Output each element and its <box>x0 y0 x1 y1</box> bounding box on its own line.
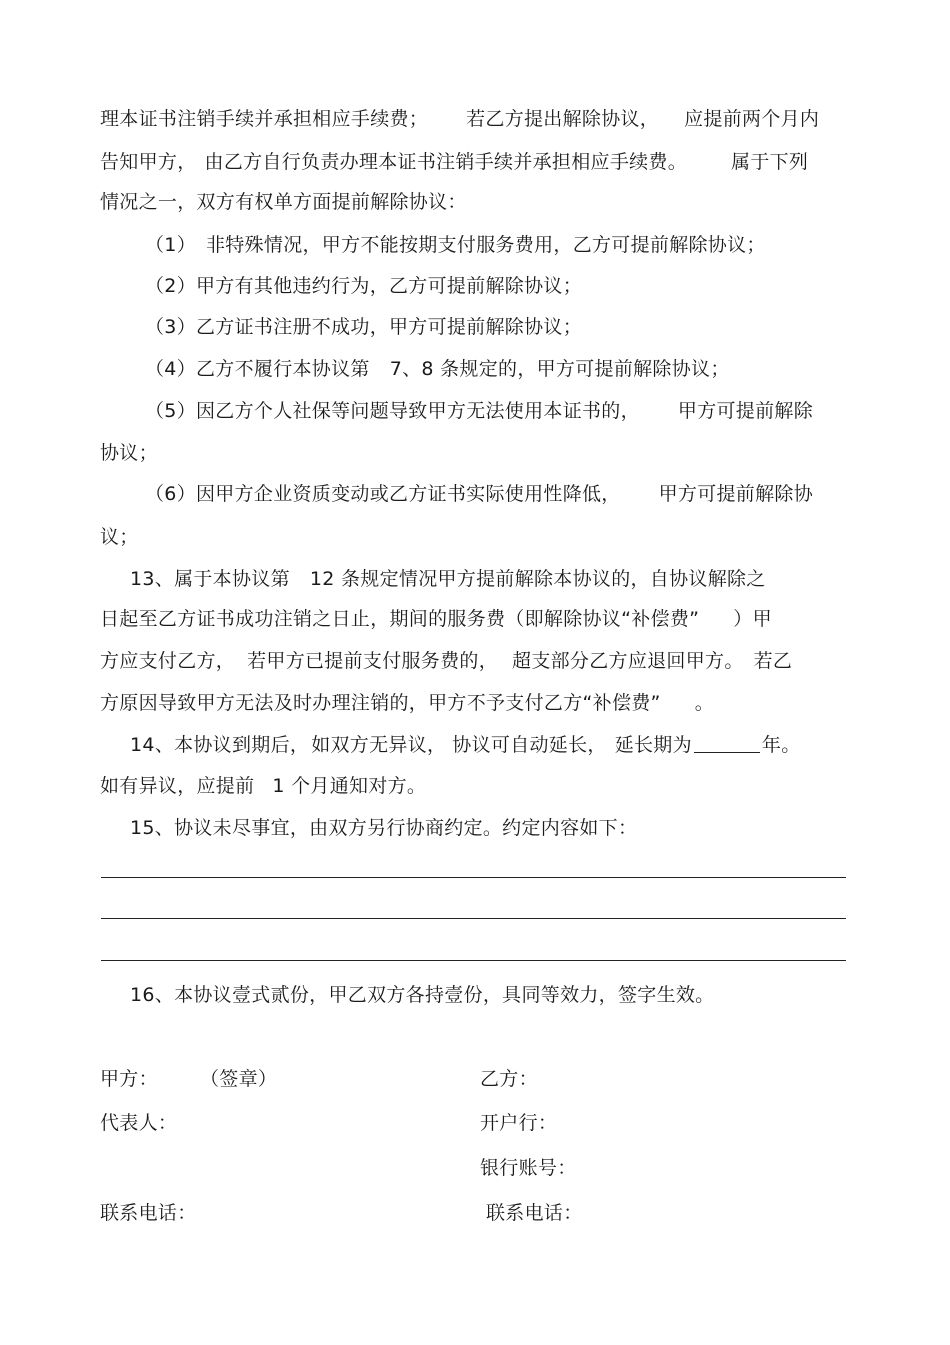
text-segment: 年。 <box>761 734 801 756</box>
item-1 <box>145 232 766 258</box>
text-segment: 13、属于本协议第 <box>130 568 290 590</box>
text-segment: 理本证书注销手续并承担相应手续费； <box>100 108 429 130</box>
text-segment: 14、本协议到期后， <box>130 734 310 756</box>
text-segment: 。 <box>694 692 715 714</box>
text-segment: 若甲方已提前支付服务费的， <box>247 650 499 672</box>
item-4 <box>145 356 730 382</box>
text-segment: 如双方无异议， <box>311 734 447 756</box>
text-segment: 非特殊情况，甲方不能按期支付服务费用，乙方可提前解除协议； <box>206 234 766 256</box>
text-segment: 甲方可提前解除 <box>677 400 813 422</box>
text-segment: 协议可自动延长， <box>452 734 607 756</box>
party-a-label: 甲方： <box>100 1068 158 1090</box>
item-5 <box>145 398 813 424</box>
party-b-label: 乙方： <box>480 1068 538 1090</box>
item-3: （3）乙方证书注册不成功，甲方可提前解除协议； <box>145 316 582 338</box>
para12-line1 <box>100 106 819 132</box>
text-segment: （4）乙方不履行本协议第 <box>145 358 370 380</box>
clause13-line4 <box>100 690 714 716</box>
text-segment: ）甲 <box>733 608 772 630</box>
representative-label: 代表人： <box>100 1112 178 1134</box>
text-segment: 方应支付乙方， <box>100 650 236 672</box>
item-5-cont: 协议； <box>100 442 158 464</box>
clause14-line1 <box>130 732 801 758</box>
text-segment: 如有异议，应提前 <box>100 775 255 797</box>
text-segment: 告知甲方， <box>100 151 197 173</box>
account-label: 银行账号： <box>480 1157 577 1179</box>
clause13-line3 <box>100 648 792 674</box>
text-segment: 由乙方自行负责办理本证书注销手续并承担相应手续费。 <box>204 151 688 173</box>
clause13-line2 <box>100 606 772 632</box>
extension-years-blank[interactable] <box>694 732 760 753</box>
clause15: 15、协议未尽事宜，由双方另行协商约定。约定内容如下： <box>130 817 638 839</box>
text-segment: 超支部分乙方应退回甲方。 <box>512 650 744 672</box>
blank-line-3[interactable] <box>101 960 846 961</box>
text-segment: （5）因乙方个人社保等问题导致甲方无法使用本证书的， <box>145 400 640 422</box>
item-6 <box>145 481 813 507</box>
text-segment: 应提前两个月内 <box>684 108 820 130</box>
text-segment: （1） <box>145 234 196 256</box>
text-segment: 若乙方提出解除协议， <box>466 108 660 130</box>
clause14-line2 <box>100 773 426 799</box>
clause16: 16、本协议壹式贰份，甲乙双方各持壹份，具同等效力，签字生效。 <box>130 984 715 1006</box>
item-2: （2）甲方有其他违约行为，乙方可提前解除协议； <box>145 275 582 297</box>
item-6-cont: 议； <box>100 526 139 548</box>
text-segment: （6）因甲方企业资质变动或乙方证书实际使用性降低， <box>145 483 621 505</box>
text-segment: 1 个月通知对方。 <box>272 775 427 797</box>
blank-line-1[interactable] <box>101 877 846 878</box>
phone-b-label: 联系电话： <box>486 1202 583 1224</box>
para12-line2 <box>100 149 808 175</box>
seal-label: （签章） <box>200 1068 278 1090</box>
blank-line-2[interactable] <box>101 918 846 919</box>
text-segment: 日起至乙方证书成功注销之日止，期间的服务费（即解除协议“补偿费” <box>100 608 700 630</box>
clause13-line1 <box>130 566 766 592</box>
text-segment: 甲方可提前解除协 <box>658 483 813 505</box>
para12-line3: 情况之一，双方有权单方面提前解除协议： <box>100 191 467 213</box>
bank-label: 开户行： <box>480 1112 558 1134</box>
text-segment: 7、8 条规定的，甲方可提前解除协议； <box>389 358 730 380</box>
text-segment: 12 条规定情况甲方提前解除本协议的，自协议解除之 <box>309 568 766 590</box>
phone-a-label: 联系电话： <box>100 1202 197 1224</box>
text-segment: 若乙 <box>753 650 793 672</box>
text-segment: 属于下列 <box>731 151 809 173</box>
text-segment: 延长期为 <box>614 734 692 756</box>
text-segment: 方原因导致甲方无法及时办理注销的，甲方不予支付乙方“补偿费” <box>100 692 661 714</box>
